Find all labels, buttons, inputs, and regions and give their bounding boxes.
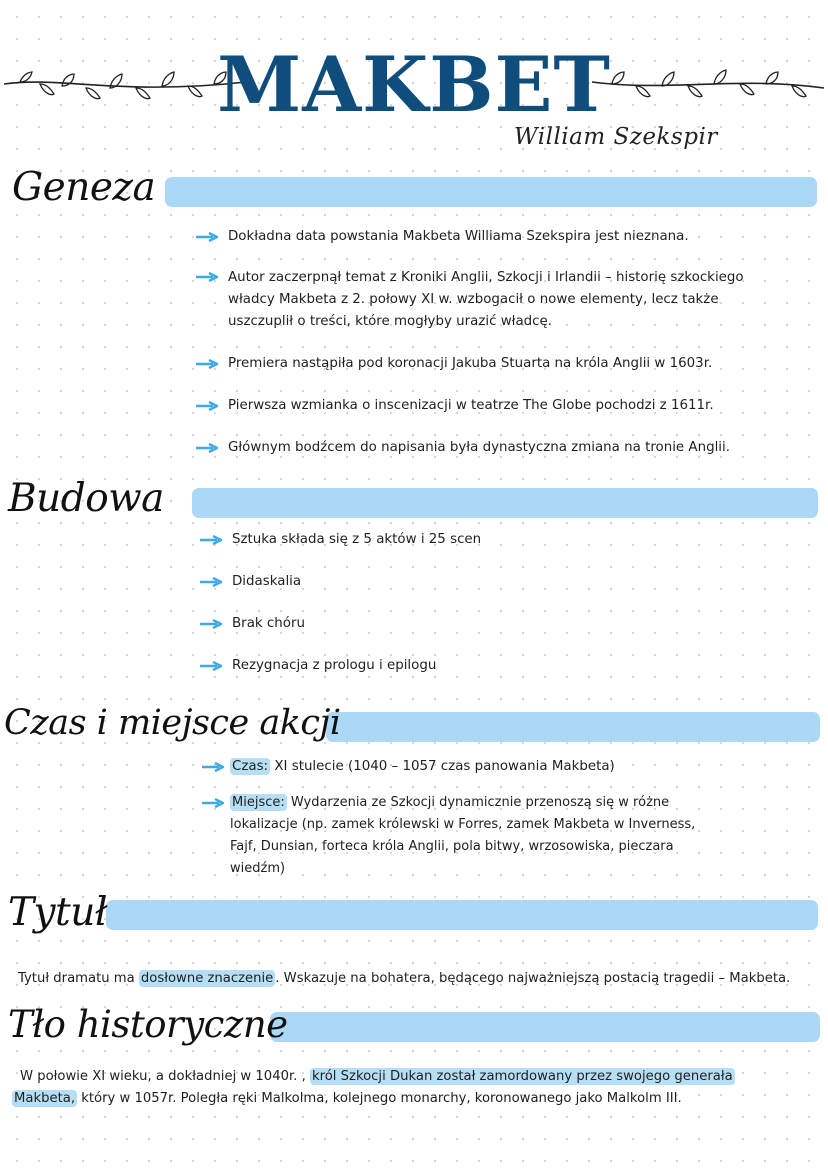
page-title: MAKBET	[217, 40, 611, 129]
czas-heading: Czas i miejsce akcji	[4, 703, 341, 743]
arrow-icon	[196, 401, 220, 411]
tlo-text-after: który w 1057r. Poległa ręki Malkolma, kolejnego monarchy, koronowanego jako Malkolm III.	[77, 1091, 682, 1106]
tytul-text-before: Tytuł dramatu ma	[18, 971, 139, 986]
miejsce-label: Miejsce:	[232, 795, 285, 810]
tytul-text-after: . Wskazuje na bohatera, będącego najważniejszą postacią tragedii – Makbeta.	[275, 971, 791, 986]
budowa-bullet: Brak chóru	[232, 616, 305, 631]
geneza-bullet: Głównym bodźcem do napisania była dynastyczna zmiana na tronie Anglii.	[228, 440, 730, 455]
czas-heading-bar	[326, 712, 820, 742]
tlo-paragraph	[20, 1066, 810, 1088]
tlo-highlight-2: Makbeta,	[14, 1091, 76, 1106]
tytul-paragraph	[18, 968, 818, 990]
arrow-icon	[200, 619, 224, 629]
arrow-icon	[202, 798, 226, 808]
budowa-bullet: Sztuka składa się z 5 aktów i 25 scen	[232, 532, 482, 547]
arrow-icon	[202, 762, 226, 772]
arrow-icon	[200, 661, 224, 671]
arrow-icon	[200, 535, 224, 545]
miejsce-item	[230, 792, 700, 880]
czas-item	[230, 756, 770, 778]
miejsce-text: Wydarzenia ze Szkocji dynamicznie przenoszą się w różne lokalizacje (np. zamek królewski w Forres, zamek Makbeta w Inverness, Fajf, Dunsian, forteca króla Anglii, pola bitwy, wrzosowiska, pieczara wiedźm)	[230, 795, 696, 876]
geneza-heading-bar	[165, 177, 817, 207]
geneza-bullet: Dokładna data powstania Makbeta Williama Szekspira jest nieznana.	[228, 229, 689, 244]
arrow-icon	[196, 359, 220, 369]
tlo-text-before: W połowie XI wieku, a dokładniej w 1040r. ,	[20, 1069, 310, 1084]
tytul-highlight: dosłowne znaczenie	[140, 971, 274, 986]
tytul-heading: Tytuł	[8, 890, 107, 935]
arrow-icon	[196, 232, 220, 242]
budowa-bullet: Rezygnacja z prologu i epilogu	[232, 658, 437, 673]
tlo-highlight-1: król Szkocji Dukan został zamordowany przez swojego generała	[311, 1069, 733, 1084]
budowa-heading-bar	[192, 488, 818, 518]
arrow-icon	[196, 272, 220, 282]
tlo-heading-bar	[270, 1012, 820, 1042]
czas-text: XI stulecie (1040 – 1057 czas panowania Makbeta)	[270, 759, 615, 774]
czas-label: Czas:	[232, 759, 269, 774]
budowa-bullet: Didaskalia	[232, 574, 302, 589]
tytul-heading-bar	[106, 900, 818, 930]
geneza-bullet: Premiera nastąpiła pod koronacji Jakuba Stuarta na króla Anglii w 1603r.	[228, 356, 713, 371]
geneza-bullet: Pierwsza wzmianka o inscenizacji w teatrze The Globe pochodzi z 1611r.	[228, 398, 714, 413]
author-name: William Szekspir	[514, 124, 718, 150]
tlo-paragraph-line2	[12, 1088, 812, 1110]
geneza-bullet: Autor zaczerpnął temat z Kroniki Anglii, Szkocji i Irlandii – historię szkockiego władcy Makbeta z 2. połowy XI w. wzbogacił o nowe elementy, lecz także uszczuplił o treści, które mogłyby urazić władcę.	[228, 270, 744, 329]
budowa-heading: Budowa	[8, 476, 164, 521]
arrow-icon	[196, 443, 220, 453]
arrow-icon	[200, 577, 224, 587]
geneza-heading: Geneza	[12, 165, 156, 210]
tlo-heading: Tło historyczne	[8, 1003, 288, 1046]
